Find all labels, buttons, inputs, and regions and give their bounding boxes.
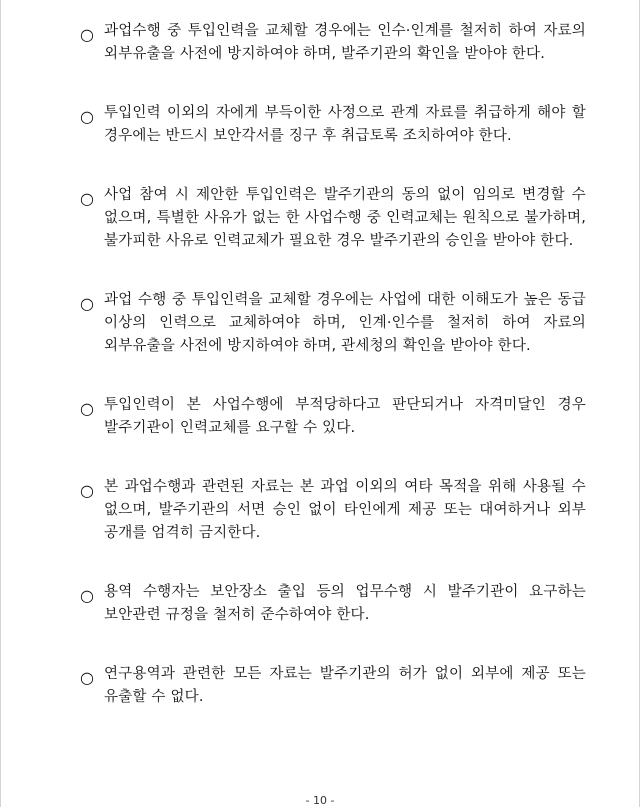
list-item-text: 과업수행 중 투입인력을 교체할 경우에는 인수·인계를 철저히 하여 자료의 외부유출을 사전에 방지하여야 하며, 발주기관의 확인을 받아야 한다. [104, 23, 586, 62]
list-item [80, 476, 586, 545]
list-item [80, 20, 586, 66]
circle-bullet: ○ [80, 481, 94, 500]
list-item-text: 본 과업수행과 관련된 자료는 본 과업 이외의 여타 목적을 위해 사용될 수 없으며, 발주기관의 서면 승인 없이 타인에게 제공 또는 대여하거나 외부 공개를 엄격히 금지한다. [104, 479, 586, 541]
list-item [80, 663, 586, 709]
list-item-text: 과업 수행 중 투입인력을 교체할 경우에는 사업에 대한 이해도가 높은 동급 이상의 인력으로 교체하여야 하며, 인계·인수를 철저히 하여 자료의 외부유출을 사전에 방지하여야 하며, 관세청의 확인을 받아야 한다. [104, 292, 586, 354]
list-item [80, 102, 586, 148]
list-item-text: 투입인력 이외의 자에게 부득이한 사정으로 관계 자료를 취급하게 해야 할 경우에는 반드시 보안각서를 징구 후 취급토록 조치하여야 한다. [104, 105, 586, 144]
list-item [80, 394, 586, 440]
list-item-text: 사업 참여 시 제안한 투입인력은 발주기관의 동의 없이 임의로 변경할 수 없으며, 특별한 사유가 없는 한 사업수행 중 인력교체는 원칙으로 불가하며, 불가피한 사유로 인력교체가 필요한 경우 발주기관의 승인을 받아야 한다. [104, 187, 586, 249]
circle-bullet: ○ [80, 586, 94, 605]
list-item-text: 용역 수행자는 보안장소 출입 등의 업무수행 시 발주기관이 요구하는 보안관련 규정을 철저히 준수하여야 한다. [104, 584, 586, 623]
circle-bullet: ○ [80, 294, 94, 313]
list-item [80, 289, 586, 358]
page-number: - 10 - [305, 794, 335, 807]
list-item [80, 581, 586, 627]
list-item-text: 연구용역과 관련한 모든 자료는 발주기관의 허가 없이 외부에 제공 또는 유출할 수 없다. [104, 666, 586, 705]
document-body [80, 20, 586, 745]
circle-bullet: ○ [80, 25, 94, 44]
circle-bullet: ○ [80, 189, 94, 208]
circle-bullet: ○ [80, 399, 94, 418]
list-item [80, 184, 586, 253]
circle-bullet: ○ [80, 668, 94, 687]
circle-bullet: ○ [80, 107, 94, 126]
list-item-text: 투입인력이 본 사업수행에 부적당하다고 판단되거나 자격미달인 경우 발주기관이 인력교체를 요구할 수 있다. [104, 397, 586, 436]
